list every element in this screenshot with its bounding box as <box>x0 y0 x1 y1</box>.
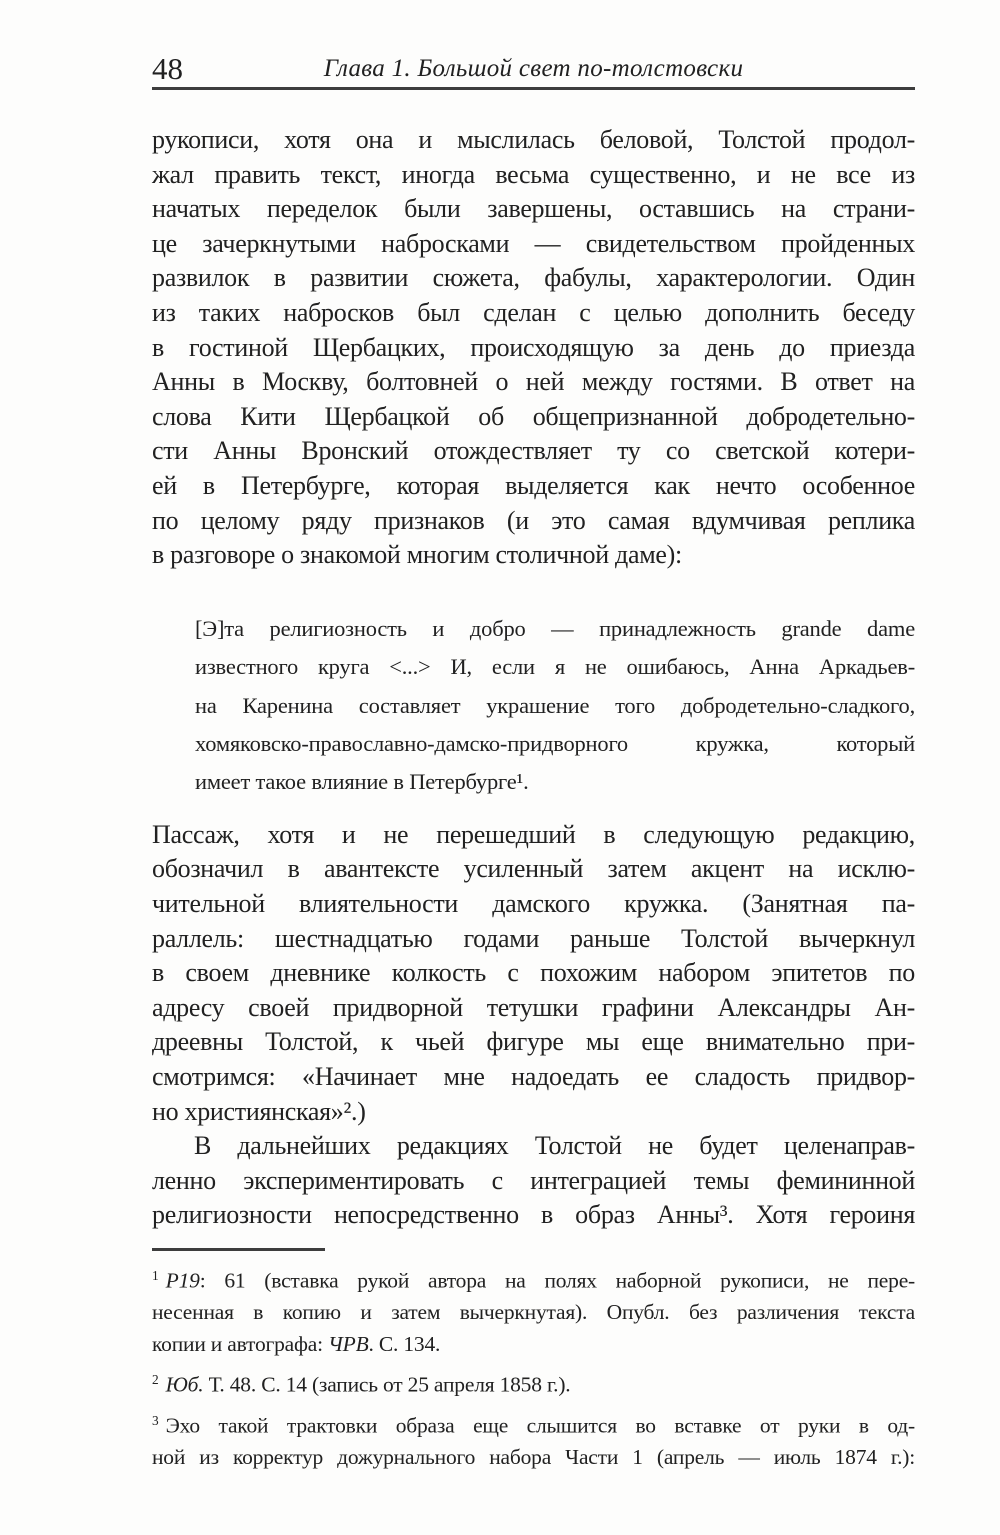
text-column <box>152 0 915 1473</box>
text-line: це зачеркнутыми набросками — свидетельством пройденных <box>152 228 915 258</box>
text-line: но християнская»².) <box>152 1096 366 1126</box>
footnote-source-italic: Р19 <box>165 1268 200 1293</box>
text-line: жал править текст, иногда весьма существенно, и не все из <box>152 159 915 189</box>
quote-line: хомяковско-православно-дамско-придворного кружка, который <box>195 730 915 756</box>
text-line: ленно экспериментировать с интеграцией темы фемининной <box>152 1165 915 1195</box>
page-number: 48 <box>152 51 183 86</box>
running-head-row <box>152 0 915 90</box>
text-line: рукописи, хотя она и мыслилась беловой, Толстой продол- <box>152 125 915 154</box>
footnote-marker: 2 <box>152 1372 159 1388</box>
footnote-line: ной из корректур дожурнального набора Части 1 (апрель — июль 1874 г.): <box>152 1444 915 1469</box>
text-line: смотримся: «Начинает мне надоедать ее сладость придвор- <box>152 1061 915 1091</box>
text-line: Пассаж, хотя и не перешедший в следующую редакцию, <box>152 819 915 849</box>
footnote-separator <box>152 1248 325 1251</box>
footnote-2 <box>152 1364 915 1400</box>
body-paragraph-3 <box>152 1129 915 1233</box>
quote-line: на Каренина составляет украшение того добродетельно-сладкого, <box>195 692 915 718</box>
quote-line: [Э]та религиозность и добро — принадлежность grande dame <box>195 615 915 641</box>
text-line: адресу своей придворной тетушки графини Александры Ан- <box>152 992 915 1022</box>
text-line: слова Кити Щербацкой об общепризнанной добродетельно- <box>152 401 915 431</box>
footnote-line <box>152 1260 915 1296</box>
text-line: в гостиной Щербацких, происходящую за день до приезда <box>152 332 915 362</box>
footnote-line <box>152 1364 915 1400</box>
text-line: из таких набросков был сделан с целью дополнить беседу <box>152 297 915 327</box>
text-line: сти Анны Вронский отождествляет ту со светской котери- <box>152 436 915 466</box>
footnote-text: : 61 (вставка рукой автора на полях наборной рукописи, не пере- <box>199 1268 915 1293</box>
footnote-3 <box>152 1405 915 1473</box>
body-paragraph-2 <box>152 818 915 1129</box>
text-line: обозначил в авантексте усиленный затем акцент на исклю- <box>152 854 915 884</box>
footnote-line: несенная в копию и затем вычеркнутая). Опубл. без различения текста <box>152 1300 915 1325</box>
text-line: раллель: шестнадцатью годами раньше Толстой вычеркнул <box>152 923 915 953</box>
footnote-text: Эхо такой трактовки образа еще слышится во вставке от руки в од- <box>165 1412 915 1437</box>
text-line: Анны в Москву, болтовней о ней между гостями. В ответ на <box>152 367 915 397</box>
text-line: В дальнейших редакциях Толстой не будет целенаправ- <box>194 1131 915 1161</box>
quote-line: имеет такое влияние в Петербурге¹. <box>195 769 529 795</box>
footnote-marker: 1 <box>152 1267 159 1283</box>
quote-line: известного круга <...> И, если я не ошибаюсь, Анна Аркадьев- <box>195 654 915 680</box>
footnote-source-italic: ЧРВ <box>328 1332 369 1357</box>
footnote-marker: 3 <box>152 1412 159 1428</box>
footnotes-section <box>152 1248 915 1473</box>
footnote-source-italic: Юб. <box>165 1372 204 1397</box>
footnote-text: копии и автографа: <box>152 1332 329 1357</box>
body-paragraph-1 <box>152 123 915 573</box>
text-line: развилок в развитии сюжета, фабулы, характерологии. Один <box>152 263 915 293</box>
text-line: в своем дневнике колкость с похожим набором эпитетов по <box>152 958 915 988</box>
text-line: чительной влиятельности дамского кружка. (Занятная па- <box>152 888 915 918</box>
running-head: Глава 1. Большой свет по-толстовски <box>323 55 744 82</box>
text-line: религиозности непосредственно в образ Анны³. Хотя героиня <box>152 1200 915 1230</box>
footnote-1 <box>152 1260 915 1360</box>
blockquote <box>195 610 915 802</box>
text-line: начатых переделок были завершены, оставшись на страни- <box>152 194 915 224</box>
footnote-text: Т. 48. С. 14 (запись от 25 апреля 1858 г.). <box>203 1372 571 1397</box>
footnote-line <box>152 1328 915 1360</box>
footnote-text: . С. 134. <box>368 1332 441 1357</box>
text-line: по целому ряду признаков (и это самая вдумчивая реплика <box>152 505 915 535</box>
footnote-line <box>152 1405 915 1441</box>
text-line: ей в Петербурге, которая выделяется как нечто особенное <box>152 470 915 500</box>
text-line: дреевны Толстой, к чьей фигуре мы еще внимательно при- <box>152 1027 915 1057</box>
text-line: в разговоре о знакомой многим столичной даме): <box>152 540 682 570</box>
